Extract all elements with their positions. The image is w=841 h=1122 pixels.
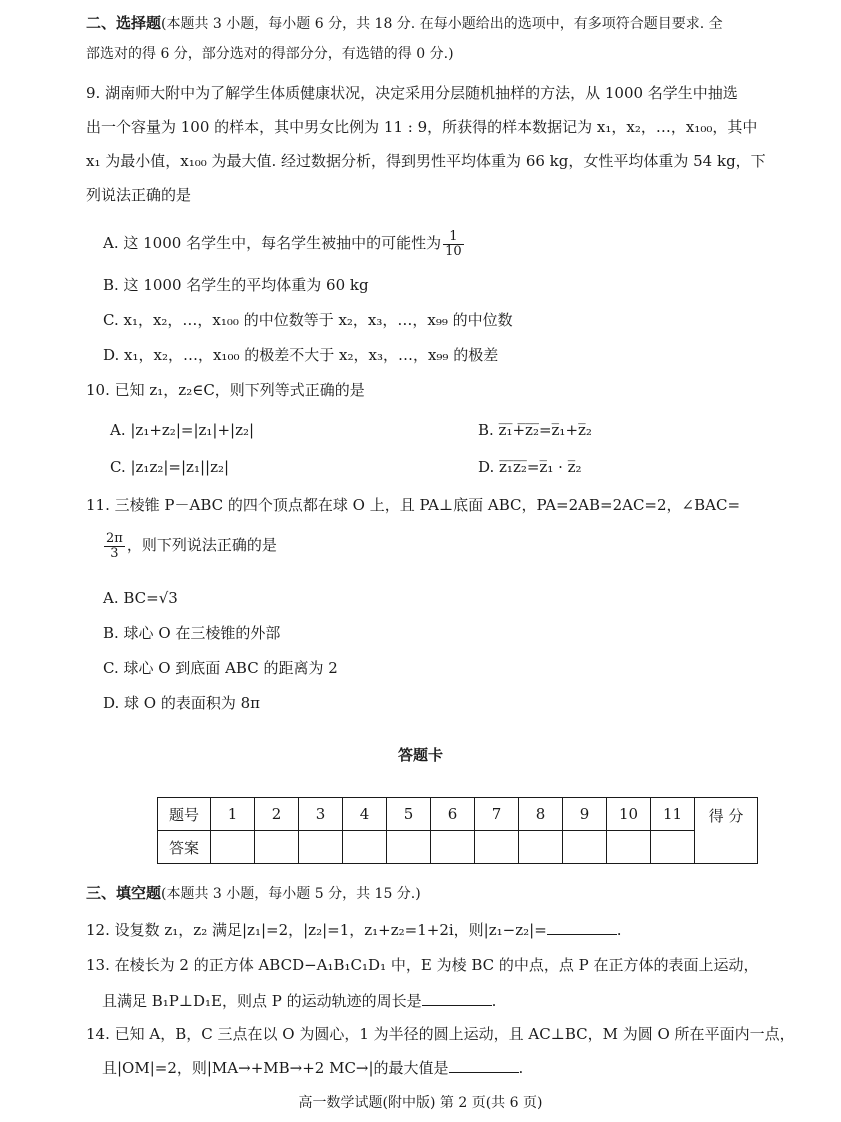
q12-text: 12. 设复数 z₁，z₂ 满足|z₁|=2，|z₂|=1，z₁+z₂=1+2i，则|z₁−z₂|= [86,921,547,939]
q9-option-a-text: A. 这 1000 名学生中，每名学生被抽中的可能性为 [103,234,442,253]
answer-cell[interactable] [255,831,299,864]
q13-end: . [491,992,497,1010]
page-footer: 高一数学试题(附中版) 第 2 页(共 6 页) [298,1095,543,1111]
answer-card-table [157,797,758,864]
q14-line1: 14. 已知 A，B，C 三点在以 O 为圆心，1 为半径的圆上运动，且 AC⊥BC，M 为圆 O 所在平面内一点， [86,1025,795,1043]
q14-answer-blank[interactable] [449,1058,519,1073]
section2-title: 二、选择题 [86,14,162,32]
answer-card-number: 10 [607,798,651,831]
answer-cell[interactable] [387,831,431,864]
q9-option-b: B. 这 1000 名学生的平均体重为 60 kg [103,276,369,294]
section3-title: 三、填空题 [86,884,162,902]
q11-fraction [104,532,125,560]
q10-option-a: A. |z₁+z₂|=|z₁|+|z₂| [110,421,255,439]
q12 [86,920,622,939]
q9-line2: 出一个容量为 100 的样本，其中男女比例为 11 : 9，所获得的样本数据记为 x₁，x₂，…，x₁₀₀，其中 [86,118,758,136]
q10-stem: 10. 已知 z₁，z₂∈C，则下列等式正确的是 [86,381,365,399]
q9-option-c: C. x₁，x₂，…，x₁₀₀ 的中位数等于 x₂，x₃，…，x₉₉ 的中位数 [103,311,513,329]
answer-card-number: 6 [431,798,475,831]
q11-option-a: A. BC=√3 [103,589,178,607]
q9-option-a-fraction [443,230,464,258]
answer-card-number: 7 [475,798,519,831]
answer-cell[interactable] [211,831,255,864]
answer-card-number: 11 [651,798,695,831]
q14-line2-text: 且|OM|=2，则|MA→+MB→+2 MC→|的最大值是 [102,1059,449,1077]
answer-card-header-number: 题号 [158,798,211,831]
q11-option-b: B. 球心 O 在三棱锥的外部 [103,624,281,642]
q14-line2 [102,1058,523,1077]
answer-card-number: 4 [343,798,387,831]
q13-line2-text: 且满足 B₁P⊥D₁E，则点 P 的运动轨迹的周长是 [102,992,422,1010]
q11-option-d: D. 球 O 的表面积为 8π [103,694,261,712]
answer-cell[interactable] [519,831,563,864]
answer-cell[interactable] [651,831,695,864]
q10-option-c: C. |z₁z₂|=|z₁||z₂| [110,458,230,476]
answer-cell[interactable] [299,831,343,864]
q14-end: . [518,1059,524,1077]
answer-card-score: 得 分 [695,798,758,864]
answer-card-number: 5 [387,798,431,831]
answer-card-row-numbers [158,798,758,831]
section2-note-line1: (本题共 3 小题，每小题 6 分，共 18 分. 在每小题给出的选项中，有多项符合题目要求. 全 [161,16,723,32]
q11-line1: 11. 三棱锥 P－ABC 的四个顶点都在球 O 上，且 PA⊥底面 ABC，PA=2AB=2AC=2，∠BAC= [86,496,741,514]
answer-card-number: 1 [211,798,255,831]
q9-option-d: D. x₁，x₂，…，x₁₀₀ 的极差不大于 x₂，x₃，…，x₉₉ 的极差 [103,346,499,364]
q11-option-c: C. 球心 O 到底面 ABC 的距离为 2 [103,659,338,677]
answer-card-header-answer: 答案 [158,831,211,864]
section3-note: (本题共 3 小题，每小题 5 分，共 15 分.) [161,886,421,902]
section2-note-line2: 部选对的得 6 分，部分选对的得部分分，有选错的得 0 分.) [86,46,454,62]
answer-cell[interactable] [475,831,519,864]
answer-cell[interactable] [563,831,607,864]
q9-line4: 列说法正确的是 [86,186,192,204]
q10-option-d: D. z̅₁̅z̅₂̅=z̅₁ · z̅₂ [478,458,582,476]
section2-header [86,14,723,33]
fraction-numerator: 1 [443,230,464,245]
section3-header [86,884,421,903]
q9-option-a [103,230,466,258]
q9-line1: 9. 湖南师大附中为了解学生体质健康状况，决定采用分层随机抽样的方法，从 1000 名学生中抽选 [86,84,738,102]
answer-card-title: 答题卡 [397,746,443,764]
fraction-numerator: 2π [106,531,123,546]
answer-cell[interactable] [343,831,387,864]
answer-cell[interactable] [431,831,475,864]
answer-card-number: 3 [299,798,343,831]
q12-answer-blank[interactable] [547,920,617,935]
fraction-denominator: 3 [110,545,119,561]
answer-card-number: 2 [255,798,299,831]
q11-line2-text: ，则下列说法正确的是 [126,536,277,555]
q9-line3: x₁ 为最小值，x₁₀₀ 为最大值. 经过数据分析，得到男性平均体重为 66 kg，女性平均体重为 54 kg，下 [86,152,766,170]
answer-card-number: 9 [563,798,607,831]
q10-option-b: B. z̅₁̅+̅z̅₂̅=z̅₁+z̅₂ [478,421,592,439]
q13-line2 [102,991,496,1010]
q11-line2 [102,532,277,560]
q13-line1: 13. 在棱长为 2 的正方体 ABCD−A₁B₁C₁D₁ 中，E 为棱 BC 的中点，点 P 在正方体的表面上运动， [86,956,759,974]
q13-answer-blank[interactable] [422,991,492,1006]
fraction-denominator: 10 [445,243,462,259]
answer-cell[interactable] [607,831,651,864]
answer-card-row-answers [158,831,758,864]
answer-card-number: 8 [519,798,563,831]
q12-end: . [616,921,622,939]
